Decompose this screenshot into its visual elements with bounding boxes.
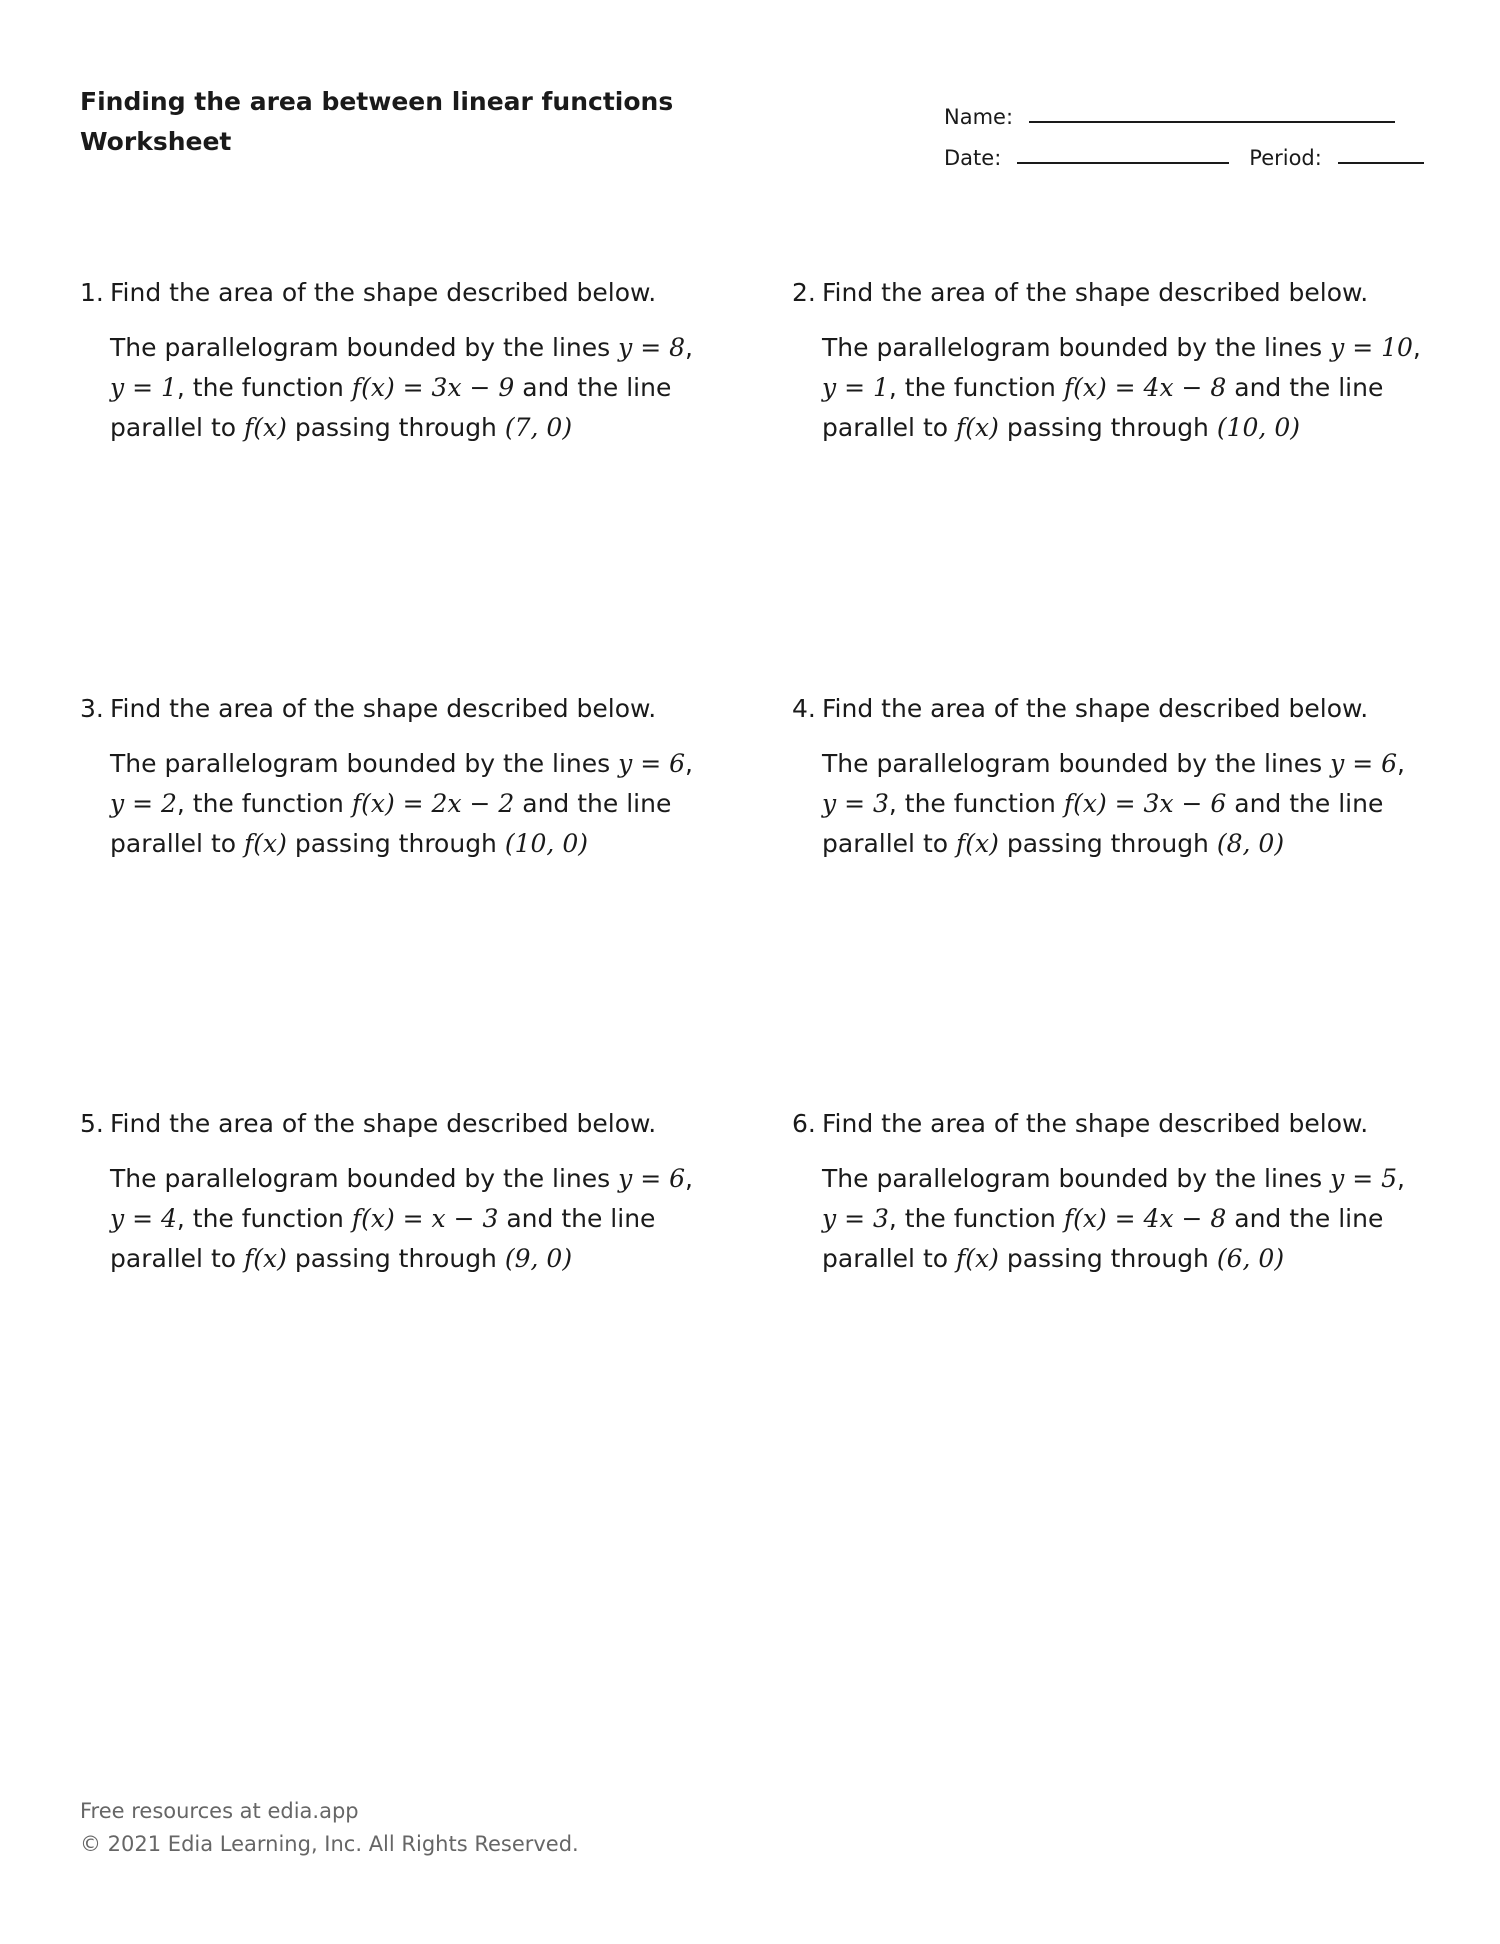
- boundary-line-b: y = 4: [110, 1204, 177, 1233]
- question-intro: The parallelogram bounded by the lines: [110, 1164, 611, 1193]
- and-text: and the line parallel to: [822, 1204, 1384, 1273]
- function-expression: f(x) = 3x − 6: [1063, 789, 1227, 818]
- point: (7, 0): [504, 413, 573, 442]
- and-text: and the line parallel to: [110, 373, 672, 442]
- question-number: 2.: [792, 278, 816, 307]
- worksheet-subtitle: Worksheet: [80, 127, 232, 156]
- question-1: [80, 276, 720, 448]
- question-body: The parallelogram bounded by the lines y = 10, y = 1, the function f(x) = 4x − 8 and the line parallel to f(x) passing through (10, 0): [822, 333, 1421, 442]
- boundary-line-a: y = 6: [618, 749, 685, 778]
- function-text: the function: [904, 1204, 1056, 1233]
- date-period-row: [944, 129, 1424, 170]
- question-body: The parallelogram bounded by the lines y = 8, y = 1, the function f(x) = 3x − 9 and the line parallel to f(x) passing through (7, 0): [110, 333, 693, 442]
- function-reference: f(x): [244, 829, 287, 858]
- question-prompt: Find the area of the shape described below.: [822, 278, 1369, 307]
- boundary-line-b: y = 2: [110, 789, 177, 818]
- boundary-line-b: y = 1: [110, 373, 177, 402]
- function-text: the function: [192, 789, 344, 818]
- footer-resources: Free resources at edia.app: [80, 1799, 359, 1823]
- period-label: Period:: [1249, 146, 1322, 170]
- name-label: Name:: [944, 105, 1014, 129]
- student-info-fields: [944, 88, 1424, 170]
- question-prompt: Find the area of the shape described below.: [822, 694, 1369, 723]
- question-number: 1.: [80, 278, 104, 307]
- question-3: [80, 692, 720, 864]
- function-expression: f(x) = 4x − 8: [1063, 373, 1227, 402]
- point: (9, 0): [504, 1244, 573, 1273]
- point: (10, 0): [504, 829, 588, 858]
- and-text: and the line parallel to: [110, 789, 672, 858]
- point: (8, 0): [1216, 829, 1285, 858]
- function-text: the function: [192, 373, 344, 402]
- boundary-line-a: y = 10: [1330, 333, 1413, 362]
- question-number: 6.: [792, 1109, 816, 1138]
- question-body: The parallelogram bounded by the lines y = 6, y = 3, the function f(x) = 3x − 6 and the line parallel to f(x) passing through (8, 0): [822, 749, 1405, 858]
- question-intro: The parallelogram bounded by the lines: [110, 749, 611, 778]
- question-stem: [792, 1107, 1432, 1141]
- boundary-line-a: y = 8: [618, 333, 685, 362]
- date-blank-line[interactable]: [1017, 136, 1229, 164]
- question-body: The parallelogram bounded by the lines y = 6, y = 4, the function f(x) = x − 3 and the line parallel to f(x) passing through (9, 0): [110, 1164, 693, 1273]
- passing-text: passing through: [294, 829, 497, 858]
- function-reference: f(x): [956, 413, 999, 442]
- function-reference: f(x): [956, 829, 999, 858]
- question-body: The parallelogram bounded by the lines y = 5, y = 3, the function f(x) = 4x − 8 and the line parallel to f(x) passing through (6, 0): [822, 1164, 1405, 1273]
- question-5: [80, 1107, 720, 1279]
- boundary-line-b: y = 3: [822, 789, 889, 818]
- name-field-row: [944, 88, 1424, 129]
- point: (6, 0): [1216, 1244, 1285, 1273]
- question-intro: The parallelogram bounded by the lines: [110, 333, 611, 362]
- function-reference: f(x): [244, 1244, 287, 1273]
- boundary-line-a: y = 6: [618, 1164, 685, 1193]
- boundary-line-b: y = 1: [822, 373, 889, 402]
- passing-text: passing through: [294, 1244, 497, 1273]
- and-text: and the line parallel to: [822, 373, 1384, 442]
- passing-text: passing through: [294, 413, 497, 442]
- name-blank-line[interactable]: [1029, 95, 1395, 123]
- question-stem: [80, 1107, 720, 1141]
- worksheet-title: Finding the area between linear functions: [80, 87, 674, 116]
- question-stem: [80, 276, 720, 310]
- function-reference: f(x): [244, 413, 287, 442]
- question-number: 4.: [792, 694, 816, 723]
- passing-text: passing through: [1006, 1244, 1209, 1273]
- boundary-line-b: y = 3: [822, 1204, 889, 1233]
- question-intro: The parallelogram bounded by the lines: [822, 749, 1323, 778]
- function-expression: f(x) = 4x − 8: [1063, 1204, 1227, 1233]
- date-label: Date:: [944, 146, 1002, 170]
- question-stem: [80, 692, 720, 726]
- question-stem: [792, 692, 1432, 726]
- question-number: 3.: [80, 694, 104, 723]
- function-text: the function: [904, 373, 1056, 402]
- footer-copyright: © 2021 Edia Learning, Inc. All Rights Reserved.: [80, 1832, 579, 1856]
- question-number: 5.: [80, 1109, 104, 1138]
- question-intro: The parallelogram bounded by the lines: [822, 1164, 1323, 1193]
- and-text: and the line parallel to: [110, 1204, 656, 1273]
- function-text: the function: [192, 1204, 344, 1233]
- passing-text: passing through: [1006, 413, 1209, 442]
- function-expression: f(x) = 2x − 2: [351, 789, 515, 818]
- question-prompt: Find the area of the shape described below.: [110, 278, 657, 307]
- question-prompt: Find the area of the shape described below.: [110, 1109, 657, 1138]
- question-stem: [792, 276, 1432, 310]
- function-text: the function: [904, 789, 1056, 818]
- boundary-line-a: y = 5: [1330, 1164, 1397, 1193]
- page-footer: [80, 1795, 579, 1861]
- function-expression: f(x) = x − 3: [351, 1204, 499, 1233]
- point: (10, 0): [1216, 413, 1300, 442]
- period-blank-line[interactable]: [1338, 136, 1424, 164]
- question-4: [792, 692, 1432, 864]
- function-expression: f(x) = 3x − 9: [351, 373, 515, 402]
- question-6: [792, 1107, 1432, 1279]
- question-prompt: Find the area of the shape described below.: [822, 1109, 1369, 1138]
- question-intro: The parallelogram bounded by the lines: [822, 333, 1323, 362]
- question-body: The parallelogram bounded by the lines y = 6, y = 2, the function f(x) = 2x − 2 and the line parallel to f(x) passing through (10, 0): [110, 749, 693, 858]
- passing-text: passing through: [1006, 829, 1209, 858]
- question-2: [792, 276, 1432, 448]
- question-prompt: Find the area of the shape described below.: [110, 694, 657, 723]
- function-reference: f(x): [956, 1244, 999, 1273]
- and-text: and the line parallel to: [822, 789, 1384, 858]
- worksheet-title-block: [80, 82, 673, 162]
- boundary-line-a: y = 6: [1330, 749, 1397, 778]
